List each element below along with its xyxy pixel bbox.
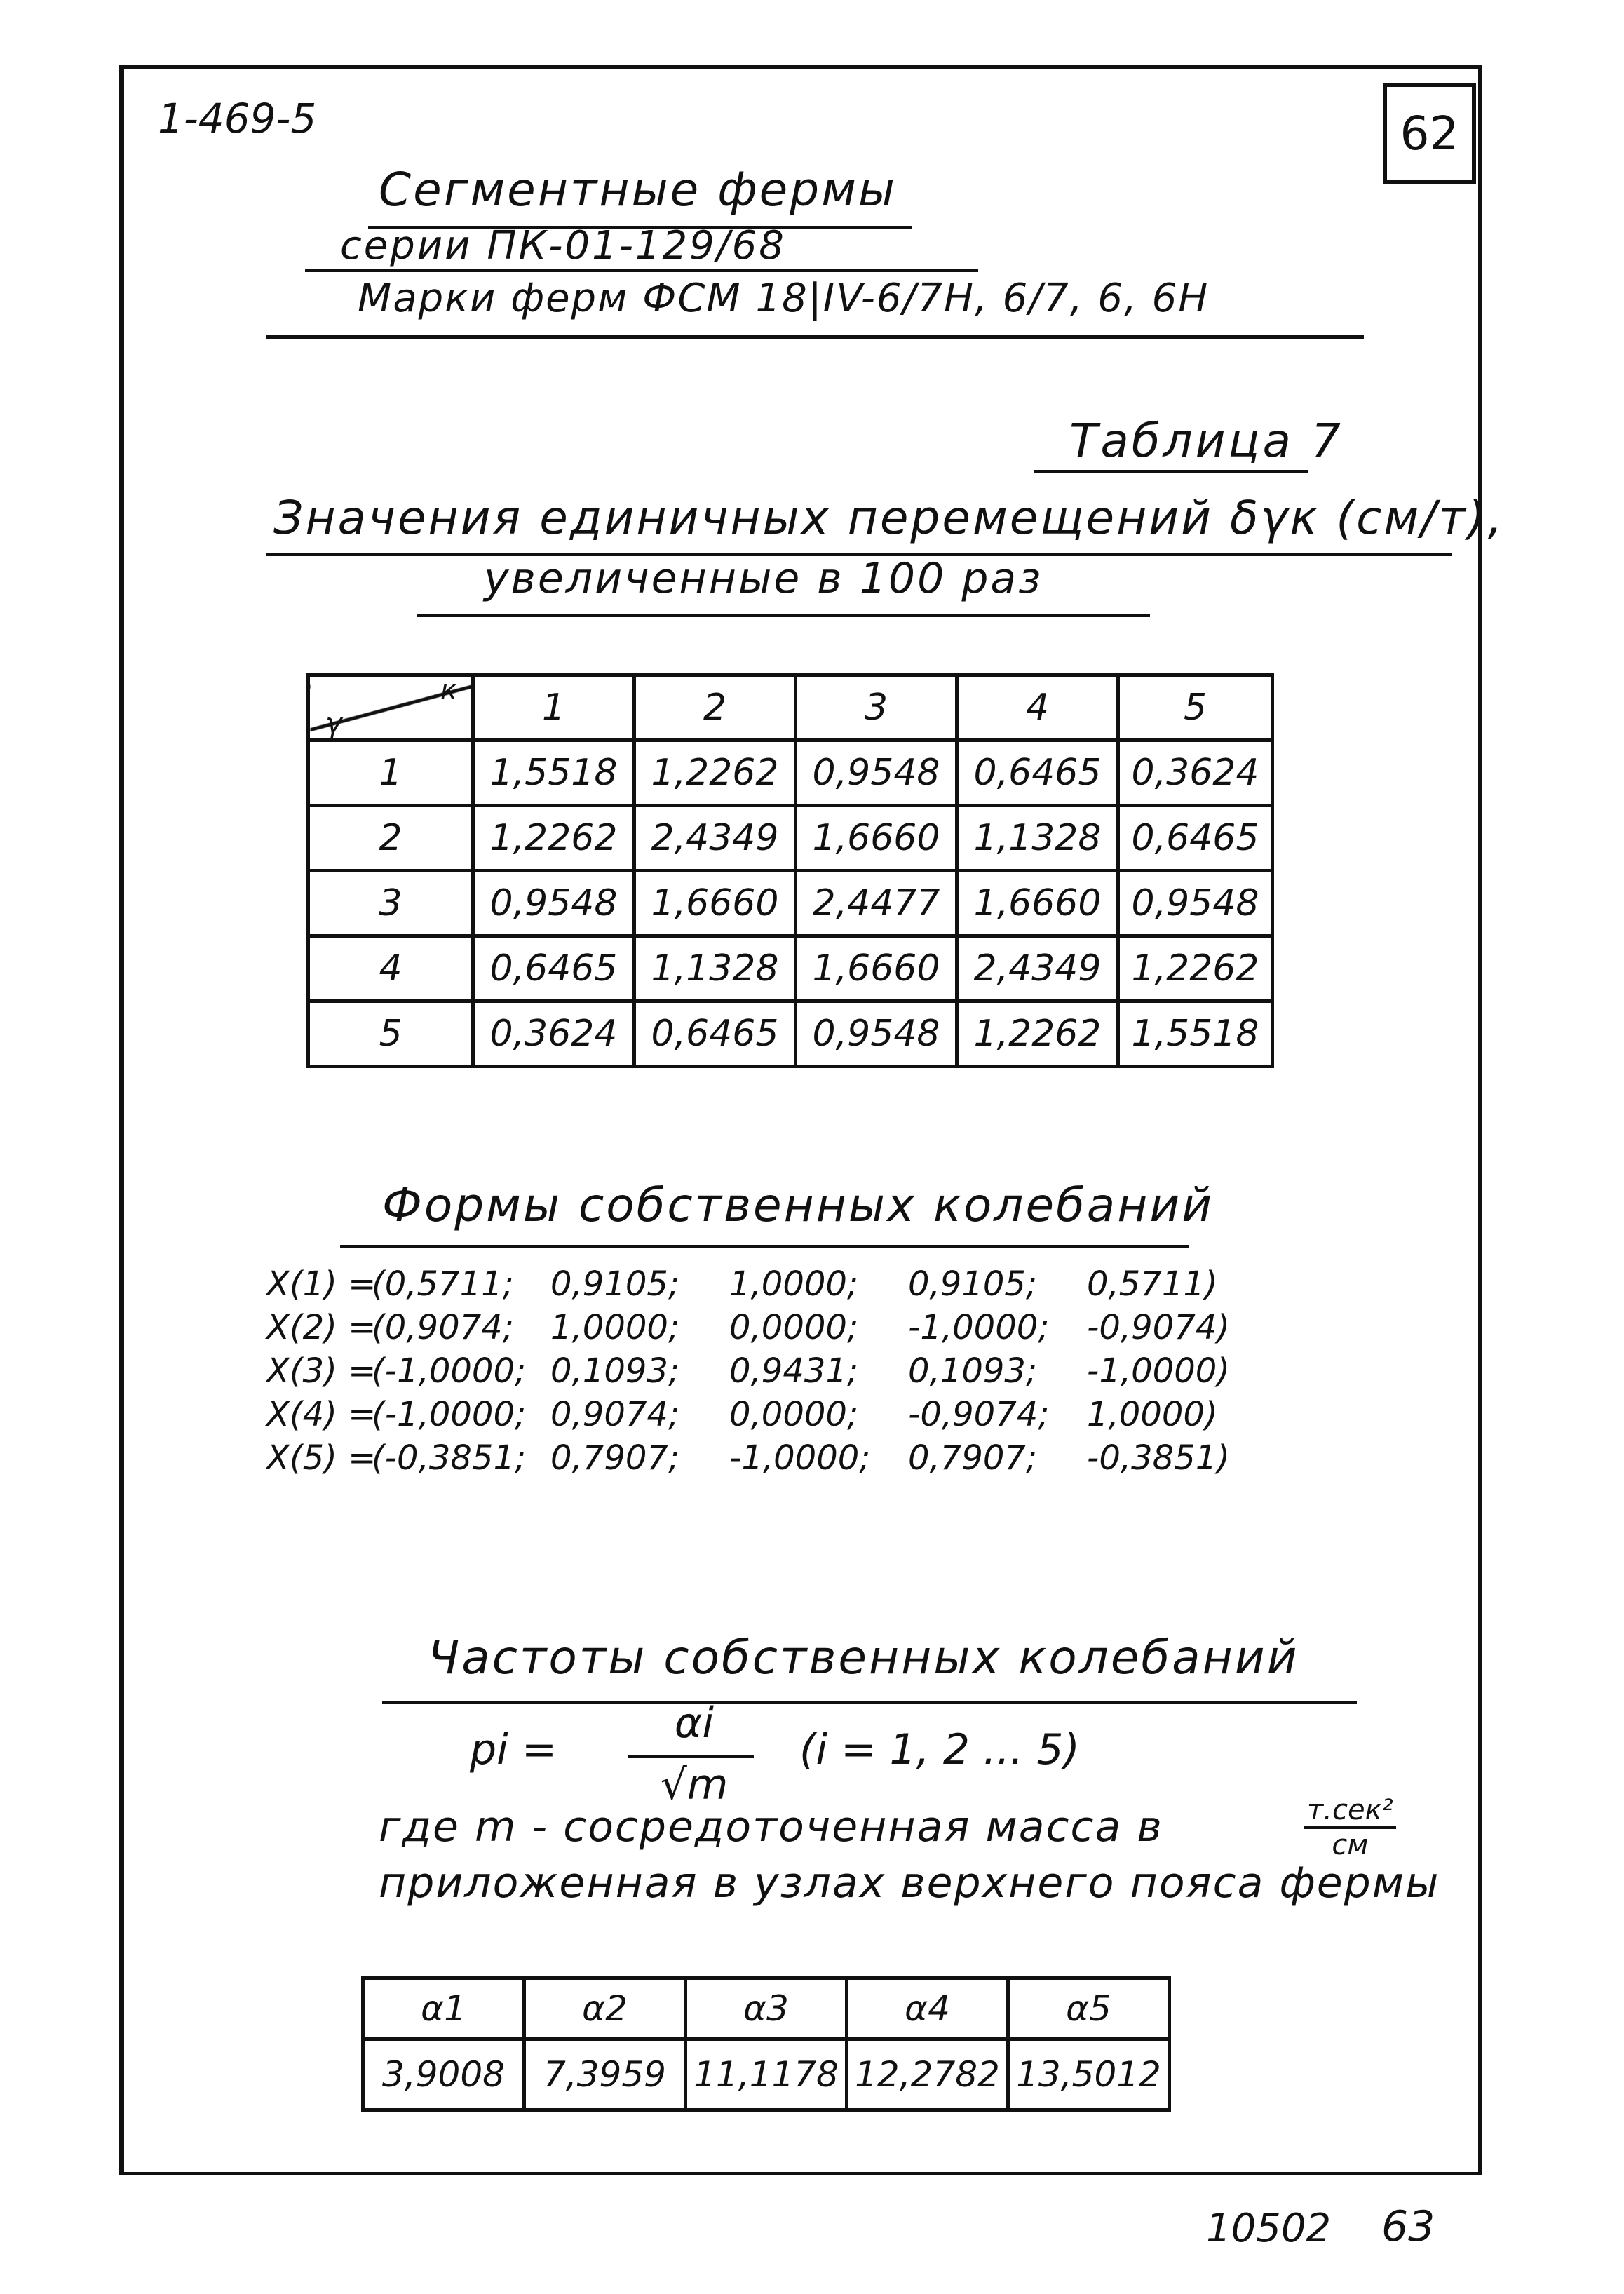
table-cell: 0,6465 bbox=[635, 1001, 796, 1067]
title-underline-2 bbox=[305, 269, 978, 272]
mode-value: (-1,0000; bbox=[372, 1395, 527, 1434]
mode-value: -1,0000; bbox=[908, 1308, 1050, 1347]
mode-row bbox=[266, 1262, 1266, 1306]
table-heading-line-2: увеличенные в 100 раз bbox=[484, 554, 1043, 603]
frequencies-heading-underline bbox=[382, 1701, 1357, 1704]
table-row bbox=[309, 741, 1273, 806]
alpha-header: α3 bbox=[686, 1978, 847, 2039]
mode-value: (-0,3851; bbox=[372, 1438, 527, 1478]
mode-value: 0,1093; bbox=[550, 1351, 680, 1391]
table-cell: 0,6465 bbox=[1118, 806, 1273, 871]
row-label: 1 bbox=[309, 741, 473, 806]
table-cell: 1,5518 bbox=[1118, 1001, 1273, 1067]
where-line-1: где m - сосредоточенная масса в bbox=[379, 1802, 1163, 1851]
row-label: 2 bbox=[309, 806, 473, 871]
mode-value: -1,0000) bbox=[1087, 1351, 1230, 1391]
footer-document-number: 10502 bbox=[1206, 2206, 1332, 2251]
table-cell: 0,3624 bbox=[473, 1001, 635, 1067]
formula-numerator: αi bbox=[674, 1699, 715, 1748]
mode-row bbox=[266, 1436, 1266, 1480]
mode-value: -1,0000; bbox=[729, 1438, 871, 1478]
mode-label: X(5) = bbox=[266, 1438, 377, 1478]
alpha-header: α5 bbox=[1008, 1978, 1170, 2039]
mode-value: 0,9431; bbox=[729, 1351, 859, 1391]
table-cell: 2,4349 bbox=[957, 936, 1118, 1001]
mode-value: (0,5711; bbox=[372, 1264, 514, 1304]
mode-value: 0,0000; bbox=[729, 1395, 859, 1434]
table-cell: 0,9548 bbox=[796, 1001, 957, 1067]
mode-label: X(1) = bbox=[266, 1264, 377, 1304]
table-cell: 1,5518 bbox=[473, 741, 635, 806]
table-heading-line-1: Значения единичных перемещений δγκ (см/т), bbox=[273, 491, 1505, 545]
displacement-table bbox=[306, 673, 1274, 1068]
table-cell: 1,6660 bbox=[796, 936, 957, 1001]
mode-value: 1,0000; bbox=[729, 1264, 859, 1304]
mode-value: 0,7907; bbox=[550, 1438, 680, 1478]
table-cell: 1,6660 bbox=[796, 806, 957, 871]
mode-value: 0,0000; bbox=[729, 1308, 859, 1347]
alpha-value: 7,3959 bbox=[525, 2039, 686, 2110]
table-row bbox=[309, 1001, 1273, 1067]
mass-unit-denominator: см bbox=[1332, 1829, 1369, 1861]
table-cell: 0,6465 bbox=[473, 936, 635, 1001]
mode-value: 0,7907; bbox=[908, 1438, 1038, 1478]
mode-value: 0,1093; bbox=[908, 1351, 1038, 1391]
mode-label: X(2) = bbox=[266, 1308, 377, 1347]
formula-fraction-bar bbox=[628, 1755, 754, 1758]
alpha-value: 13,5012 bbox=[1008, 2039, 1170, 2110]
table-cell: 0,6465 bbox=[957, 741, 1118, 806]
mode-value: 1,0000) bbox=[1087, 1395, 1218, 1434]
table-cell: 0,3624 bbox=[1118, 741, 1273, 806]
alpha-value: 12,2782 bbox=[847, 2039, 1008, 2110]
mode-value: (0,9074; bbox=[372, 1308, 514, 1347]
table-cell: 0,9548 bbox=[1118, 871, 1273, 936]
table-cell: 1,6660 bbox=[957, 871, 1118, 936]
alpha-header: α2 bbox=[525, 1978, 686, 2039]
title-line-3: Марки ферм ФСМ 18|IV-6/7Н, 6/7, 6, 6Н bbox=[358, 276, 1210, 321]
title-underline-3 bbox=[266, 335, 1364, 339]
formula-denominator: √m bbox=[660, 1760, 729, 1809]
table-cell: 0,9548 bbox=[796, 741, 957, 806]
table-caption-underline bbox=[1034, 470, 1308, 473]
mode-shapes bbox=[266, 1262, 1266, 1480]
row-label: 5 bbox=[309, 1001, 473, 1067]
table-cell: 1,1328 bbox=[957, 806, 1118, 871]
formula-range: (i = 1, 2 ... 5) bbox=[799, 1725, 1080, 1774]
mode-value: 0,5711) bbox=[1087, 1264, 1218, 1304]
frequencies-heading: Частоты собственных колебаний bbox=[428, 1631, 1299, 1685]
mode-row bbox=[266, 1393, 1266, 1436]
table-cell: 1,2262 bbox=[957, 1001, 1118, 1067]
table-cell: 2,4349 bbox=[635, 806, 796, 871]
formula-lhs: pi = bbox=[470, 1725, 557, 1774]
table-row bbox=[309, 871, 1273, 936]
footer-page-number: 63 bbox=[1381, 2202, 1435, 2251]
row-label: 3 bbox=[309, 871, 473, 936]
mode-value: 1,0000; bbox=[550, 1308, 680, 1347]
table-cell: 1,2262 bbox=[635, 741, 796, 806]
alpha-table bbox=[361, 1976, 1171, 2112]
table-row bbox=[309, 936, 1273, 1001]
mode-value: 0,9105; bbox=[908, 1264, 1038, 1304]
table-cell: 1,1328 bbox=[635, 936, 796, 1001]
modes-heading: Формы собственных колебаний bbox=[382, 1178, 1214, 1232]
table-cell: 1,6660 bbox=[635, 871, 796, 936]
table-heading-underline-2 bbox=[417, 614, 1150, 617]
title-line-2: серии ПК-01-129/68 bbox=[340, 223, 786, 269]
mode-row bbox=[266, 1306, 1266, 1349]
mass-unit-numerator: т.сек² bbox=[1304, 1794, 1396, 1829]
alpha-header: α1 bbox=[363, 1978, 525, 2039]
column-header: 2 bbox=[635, 675, 796, 741]
alpha-value: 3,9008 bbox=[363, 2039, 525, 2110]
table-cell: 1,2262 bbox=[473, 806, 635, 871]
document-code: 1-469-5 bbox=[158, 95, 317, 142]
mass-unit bbox=[1304, 1794, 1396, 1861]
page-number-box: 62 bbox=[1383, 83, 1476, 184]
alpha-header: α4 bbox=[847, 1978, 1008, 2039]
mode-label: X(3) = bbox=[266, 1351, 377, 1391]
title-line-1: Сегментные фермы bbox=[379, 163, 898, 217]
mode-label: X(4) = bbox=[266, 1395, 377, 1434]
table-cell: 1,2262 bbox=[1118, 936, 1273, 1001]
mode-value: 0,9074; bbox=[550, 1395, 680, 1434]
mode-value: 0,9105; bbox=[550, 1264, 680, 1304]
corner-gamma-label: γ bbox=[325, 708, 342, 740]
mode-row bbox=[266, 1349, 1266, 1393]
table-cell: 2,4477 bbox=[796, 871, 957, 936]
mode-value: -0,3851) bbox=[1087, 1438, 1230, 1478]
corner-k-label: к bbox=[440, 674, 457, 706]
mode-value: -0,9074; bbox=[908, 1395, 1050, 1434]
modes-heading-underline bbox=[340, 1245, 1189, 1248]
row-label: 4 bbox=[309, 936, 473, 1001]
column-header: 3 bbox=[796, 675, 957, 741]
table-corner-cell bbox=[309, 675, 473, 741]
table-cell: 0,9548 bbox=[473, 871, 635, 936]
alpha-value: 11,1178 bbox=[686, 2039, 847, 2110]
table-caption: Таблица 7 bbox=[1069, 414, 1344, 468]
column-header: 1 bbox=[473, 675, 635, 741]
column-header: 4 bbox=[957, 675, 1118, 741]
mode-value: (-1,0000; bbox=[372, 1351, 527, 1391]
mode-value: -0,9074) bbox=[1087, 1308, 1230, 1347]
column-header: 5 bbox=[1118, 675, 1273, 741]
table-row bbox=[309, 806, 1273, 871]
where-line-2: приложенная в узлах верхнего пояса фермы bbox=[379, 1858, 1440, 1908]
